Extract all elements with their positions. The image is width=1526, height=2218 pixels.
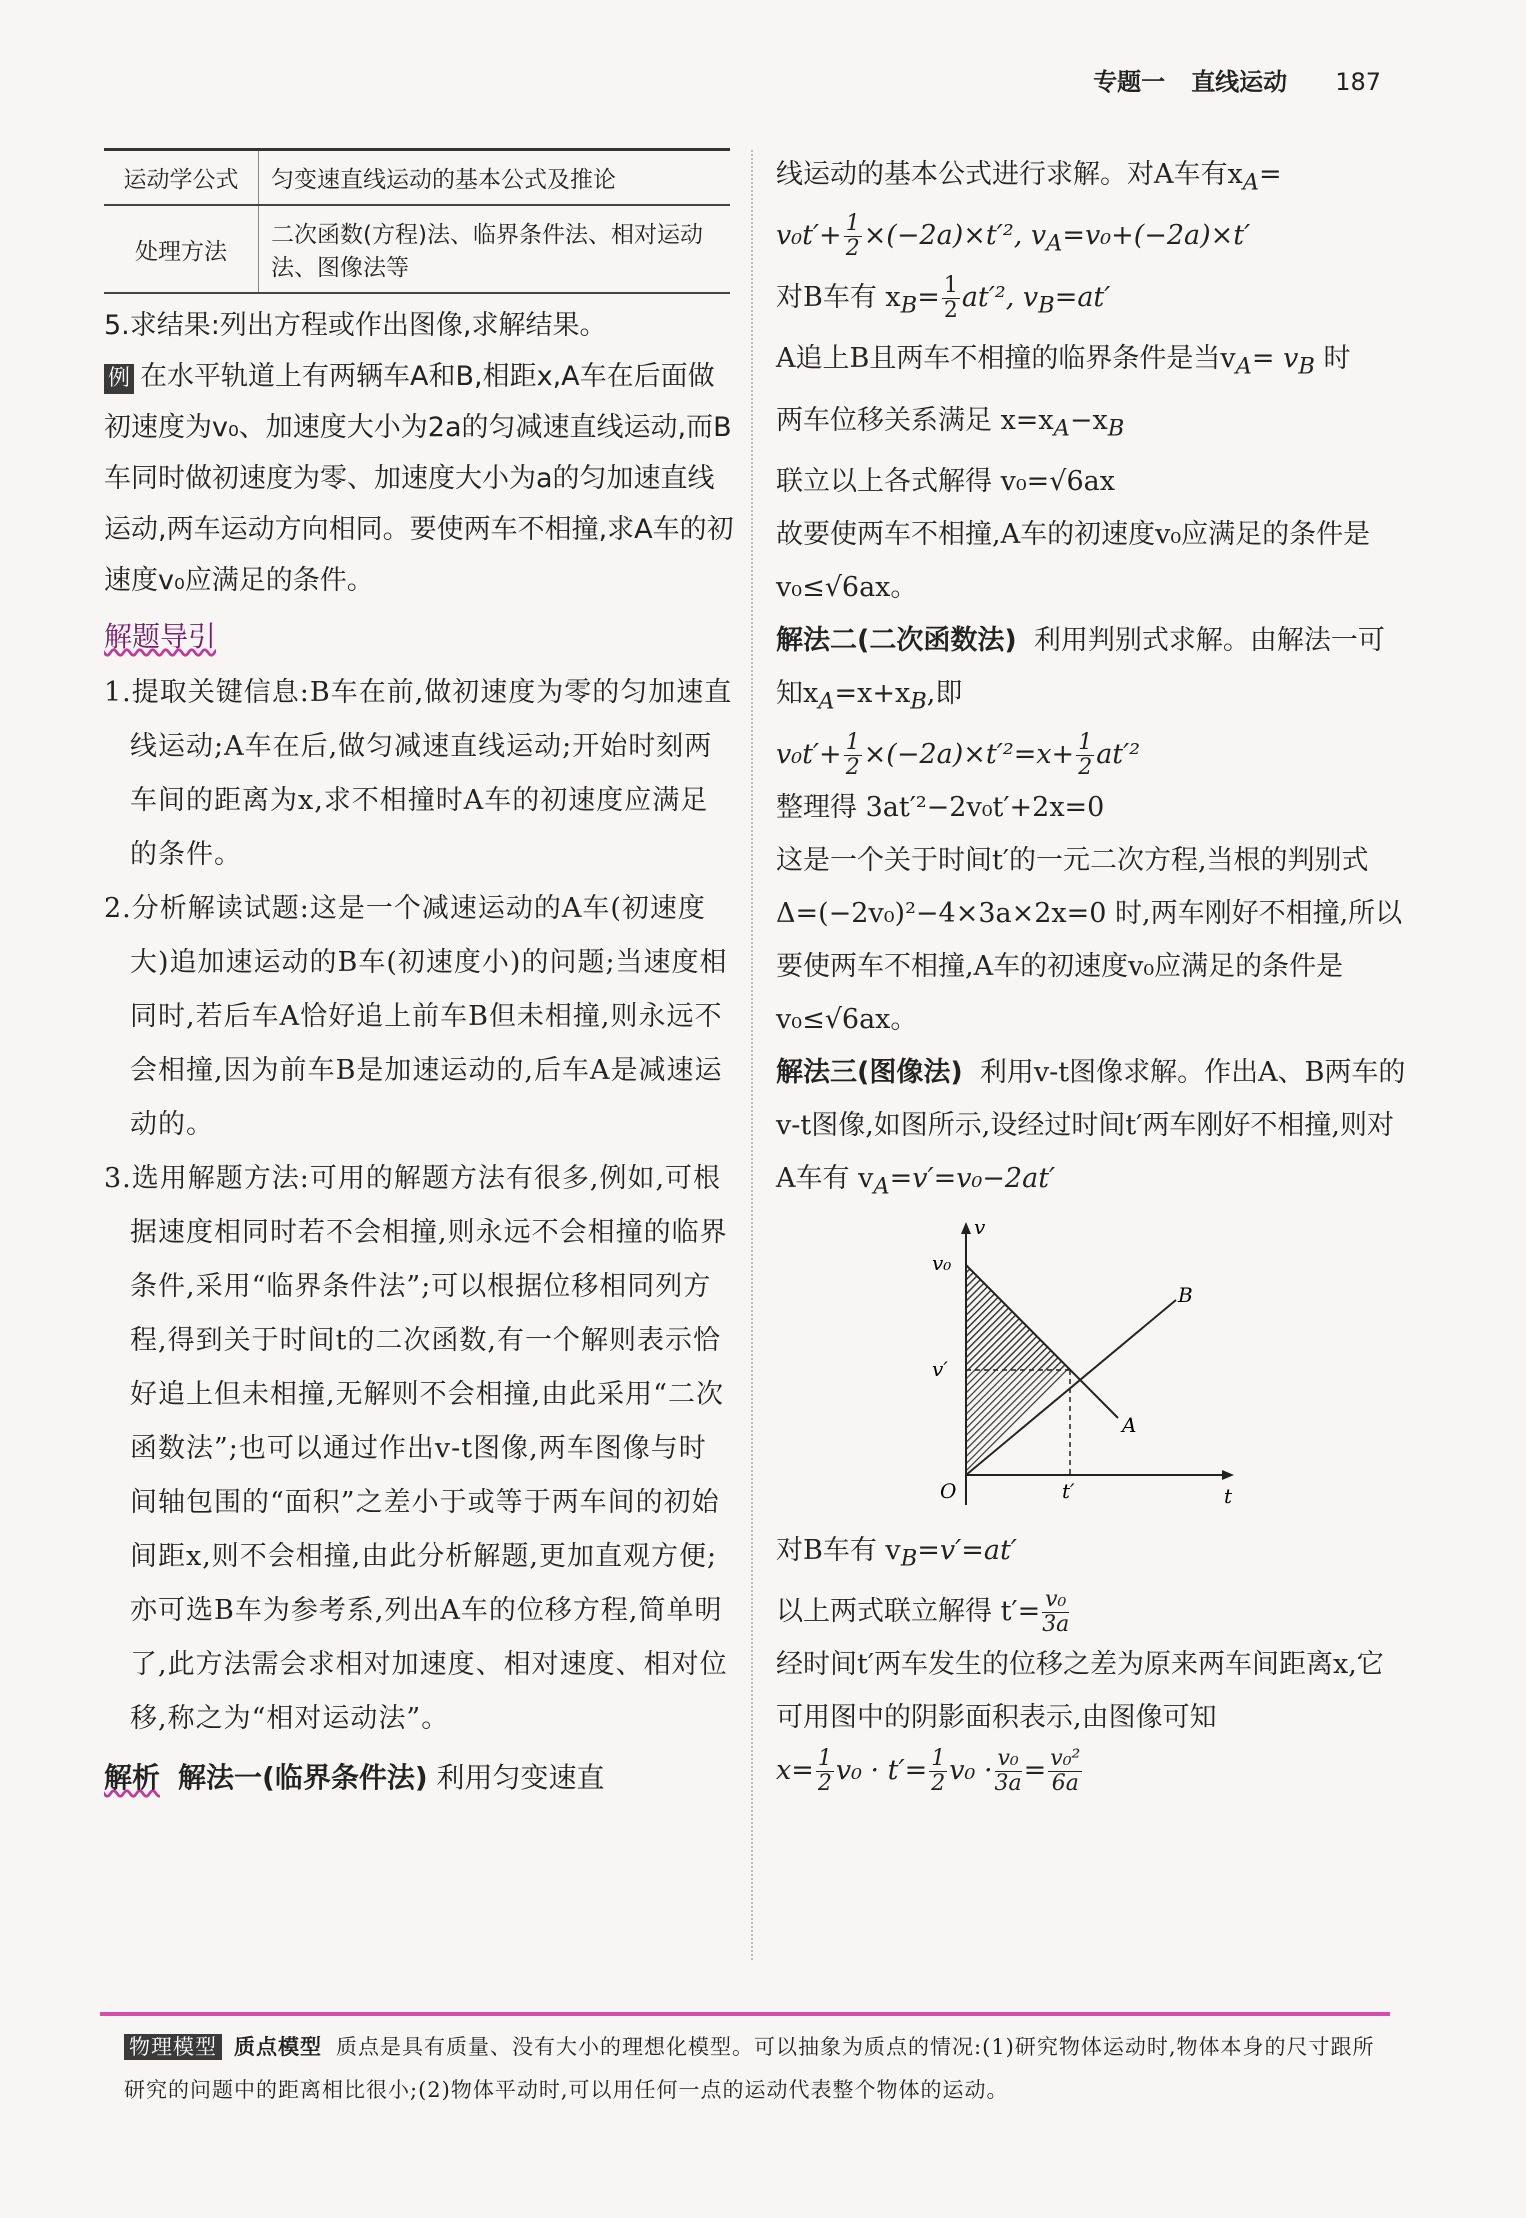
section-label: 直线运动 [1191,68,1288,96]
analysis-tag: 解析 [104,1761,161,1794]
solution-line: 对B车有 $x_B=$ $\frac{1}{2}$ at′², $v_B=at'$ [776,272,1111,323]
solution-line: 故要使两车不相撞,A车的初速度v₀应满足的条件是 v₀≤√6ax。 [776,518,1371,603]
method3-title: 解法三(图像法) [776,1057,963,1089]
solution-line: 两车位移关系满足 $x=x_A-x_B$ [776,404,1125,441]
page-header [1093,62,1381,97]
solution-line: 经时间t′两车发生的位移之差为原来两车间距离x,它可用图中的阴影面积表示,由图像可知 [776,1649,1384,1734]
example-text: 在水平轨道上有两辆车A和B,相距x,A车在后面做初速度为v₀、加速度大小为2a的匀减速直线运动,而B车同时做初速度为零、加速度大小为a的匀加速直线运动,两车运动方向相同。要使两车不相撞,求A车的初速度v₀应满足的条件。 [104,361,734,596]
line-a-label: A [1122,1412,1137,1437]
solution-line: x= $\frac{1}{2}$ v₀ · t′= $\frac{1}{2}$ v₀ · $\frac{\text{v₀}}{3a}$ = $\frac{\text{v₀²}}{6a}$ [776,1746,1081,1797]
method2-paragraph: 解法二(二次函数法) 利用判别式求解。由解法一可知$x_A=x+x_B$,即 [776,624,1385,715]
solution-line: 线运动的基本公式进行求解。对A车有$x_A=$ [776,159,1282,196]
table-value: 二次函数(方程)法、临界条件法、相对运动法、图像法等 [259,205,731,293]
solution-line: 这是一个关于时间t′的一元二次方程,当根的判别式 Δ=(−2v₀)²−4×3a×2x=0 时,两车刚好不相撞,所以要使两车不相撞,A车的初速度v₀应满足的条件是 v₀≤√6ax。 [776,845,1403,1036]
page-number: 187 [1335,68,1381,96]
method3-paragraph: 解法三(图像法) 利用v-t图像求解。作出A、B两车的v-t图像,如图所示,设经过时间t′两车刚好不相撞,则对A车有 $v_A=v'=v_0-2at'$ [776,1057,1406,1200]
table-label: 运动学公式 [104,150,259,206]
v-axis-label: v [974,1219,986,1239]
fraction: $\frac{\text{v₀}}{3a}$ [994,1746,1022,1797]
v0-label: v₀ [932,1250,952,1275]
fraction: $\frac{1}{2}$ [943,272,958,323]
solution-line: A追上B且两车不相撞的临界条件是当$v_A= v_B$ 时 [776,343,1351,380]
vp-label: v′ [932,1356,948,1381]
solution-line: v₀t′+ $\frac{1}{2}$ ×(−2a)×t′²=x+ $\frac{1}{2}$ at′² [776,730,1141,781]
solution-line: 联立以上各式解得 v₀=√6ax [776,465,1115,497]
footer-tag: 物理模型 [124,2034,222,2060]
analysis-line [104,1750,734,1806]
column-divider [751,150,753,1960]
method-table [104,148,730,294]
guide-title: 解题导引 [104,620,217,653]
footer-divider [100,2012,1390,2016]
guide-item: 3.选用解题方法:可用的解题方法有很多,例如,可根据速度相同时若不会相撞,则永远不会相撞的临界条件,采用“临界条件法”;可以根据位移相同列方程,得到关于时间t的二次函数,有一个解则表示恰好追上但未相撞,无解则不会相撞,由此采用“二次函数法”;也可以通过作出v-t图像,两车图像与时间轴包围的“面积”之差小于或等于两车间的初始间距x,则不会相撞,由此分析解题,更加直观方便;亦可选B车为参考系,列出A车的位移方程,简单明了,此方法需会求相对加速度、相对速度、相对位移,称之为“相对运动法”。 [104,1163,728,1734]
solution-line: v₀t′+ $\frac{1}{2}$ ×(−2a)×t′², $v_A=v_0+(-2a)\times t'$ [776,211,1251,262]
solution-line: 以上两式联立解得 t′= $\frac{\text{v₀}}{3a}$ [776,1587,1070,1638]
table-row [104,205,730,293]
guide-item: 2.分析解读试题:这是一个减速运动的A车(初速度大)追加速运动的B车(初速度小)的问题;当速度相同时,若后车A恰好追上前车B但未相撞,则永远不会相撞,因为前车B是加速运动的,后车A是减速运动的。 [104,893,728,1140]
fraction: $\frac{\text{v₀}}{3a}$ [1042,1587,1070,1638]
guide-item: 1.提取关键信息:B车在前,做初速度为零的匀加速直线运动;A车在后,做匀减速直线运动;开始时刻两车间的距离为x,求不相撞时A车的初速度应满足的条件。 [104,677,733,870]
left-column [104,148,734,1806]
table-label: 处理方法 [104,205,259,293]
method1-lead: 利用匀变速直 [436,1761,605,1794]
fraction: $\frac{\text{v₀²}}{6a}$ [1050,1746,1081,1797]
t-axis-label: t [1224,1483,1233,1508]
method1-title: 解法一(临界条件法) [178,1761,428,1794]
table-value: 匀变速直线运动的基本公式及推论 [259,150,731,206]
footer-text: 质点是具有质量、没有大小的理想化模型。可以抽象为质点的情况:(1)研究物体运动时,物体本身的尺寸跟所研究的问题中的距离相比很小;(2)物体平动时,可以用任何一点的运动代表整个物体的运动。 [124,2035,1375,2102]
solution-line: 整理得 3at′²−2v₀t′+2x=0 [776,792,1105,824]
right-column [776,148,1406,1797]
fraction: $\frac{1}{2}$ [817,1746,832,1797]
footer-note [124,2026,1384,2112]
vt-graph [926,1220,1246,1520]
example-tag: 例 [104,364,134,394]
table-row [104,150,730,206]
line-b-label: B [1178,1282,1193,1307]
origin-label: O [940,1478,957,1503]
example-paragraph [104,351,734,606]
chapter-label: 专题一 [1093,68,1166,96]
fraction: $\frac{1}{2}$ [845,730,860,781]
fraction: $\frac{1}{2}$ [845,211,860,262]
fraction: $\frac{1}{2}$ [1078,730,1093,781]
solution-line: 对B车有 $v_B=v'=at'$ [776,1534,1017,1572]
tp-label: t′ [1062,1478,1075,1503]
method2-title: 解法二(二次函数法) [776,624,1017,656]
footer-title: 质点模型 [234,2035,322,2059]
fraction: $\frac{1}{2}$ [931,1746,946,1797]
shaded-area [966,1265,1070,1475]
step5-text: 5.求结果:列出方程或作出图像,求解结果。 [104,310,607,341]
